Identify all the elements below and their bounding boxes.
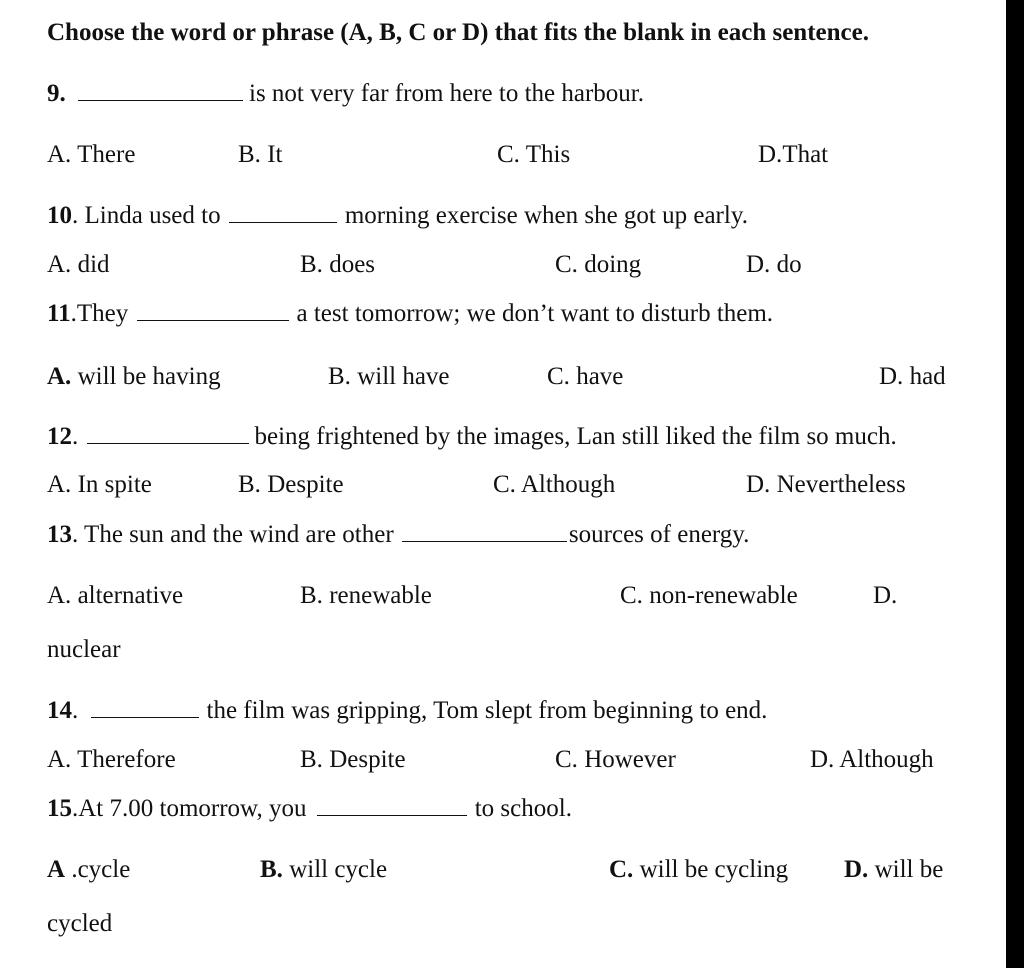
option-c: C. have (547, 363, 624, 390)
option-b: B. will have (328, 363, 450, 390)
answer-blank (137, 300, 289, 321)
stem-text: a test tomorrow; we don’t want to disturb them. (296, 300, 774, 327)
option-a: A. In spite (47, 471, 152, 498)
question-14-stem (47, 696, 767, 726)
stem-text: . (72, 697, 79, 724)
option-d: D. do (746, 251, 802, 278)
option-a: A. will be having (47, 363, 221, 390)
question-15-stem (47, 794, 572, 824)
option-b: B. It (238, 141, 283, 168)
option-a: A. There (47, 141, 136, 168)
question-12-stem (47, 422, 897, 452)
option-b: B. Despite (300, 746, 406, 773)
right-edge-border (1006, 0, 1024, 968)
stem-text: . Linda used to (72, 202, 221, 229)
question-number: 11 (47, 300, 71, 327)
option-b: B. Despite (238, 471, 344, 498)
option-d: D. had (879, 363, 946, 390)
answer-blank (87, 423, 249, 444)
answer-blank (78, 80, 243, 101)
option-c: C. doing (555, 251, 642, 278)
question-13-stem (47, 520, 749, 550)
option-c: C. However (555, 746, 676, 773)
question-11-stem (47, 299, 773, 329)
question-number: 9. (47, 80, 66, 107)
option-a: A. did (47, 251, 110, 278)
option-c: C. non-renewable (620, 582, 798, 609)
answer-blank (402, 521, 567, 542)
option-b: B. does (300, 251, 376, 278)
stem-text: . (72, 423, 79, 450)
stem-text: .They (70, 300, 129, 327)
option-b: B. will cycle (260, 856, 388, 883)
option-b: B. renewable (300, 582, 432, 609)
option-d-continuation: cycled (47, 910, 113, 937)
option-d: D. Nevertheless (746, 471, 906, 498)
option-a: A. alternative (47, 582, 184, 609)
answer-blank (229, 202, 337, 223)
question-9-stem (47, 79, 644, 109)
question-number: 13 (47, 521, 72, 548)
option-d: D.That (758, 141, 829, 168)
option-c: C. This (497, 141, 571, 168)
question-number: 15 (47, 795, 72, 822)
stem-text: to school. (474, 795, 572, 822)
option-c: C. will be cycling (609, 856, 789, 883)
stem-text: is not very far from here to the harbour. (249, 80, 645, 107)
option-c: C. Although (493, 471, 616, 498)
option-a: A. Therefore (47, 746, 176, 773)
question-number: 14 (47, 697, 72, 724)
stem-text: being frightened by the images, Lan still liked the film so much. (254, 423, 897, 450)
stem-text: sources of energy. (568, 521, 750, 548)
stem-text: .At 7.00 tomorrow, you (72, 795, 307, 822)
option-d: D. (873, 582, 898, 609)
instruction-heading: Choose the word or phrase (A, B, C or D) that fits the blank in each sentence. (47, 19, 869, 46)
answer-blank (91, 697, 199, 718)
option-a: A .cycle (47, 856, 131, 883)
stem-text: the film was gripping, Tom slept from beginning to end. (206, 697, 768, 724)
option-d: D. will be (844, 856, 944, 883)
stem-text: morning exercise when she got up early. (344, 202, 748, 229)
stem-text: . The sun and the wind are other (72, 521, 394, 548)
option-d: D. Although (810, 746, 934, 773)
question-number: 10 (47, 202, 72, 229)
question-10-stem (47, 201, 748, 231)
option-d-continuation: nuclear (47, 636, 121, 663)
answer-blank (317, 795, 467, 816)
question-number: 12 (47, 423, 72, 450)
